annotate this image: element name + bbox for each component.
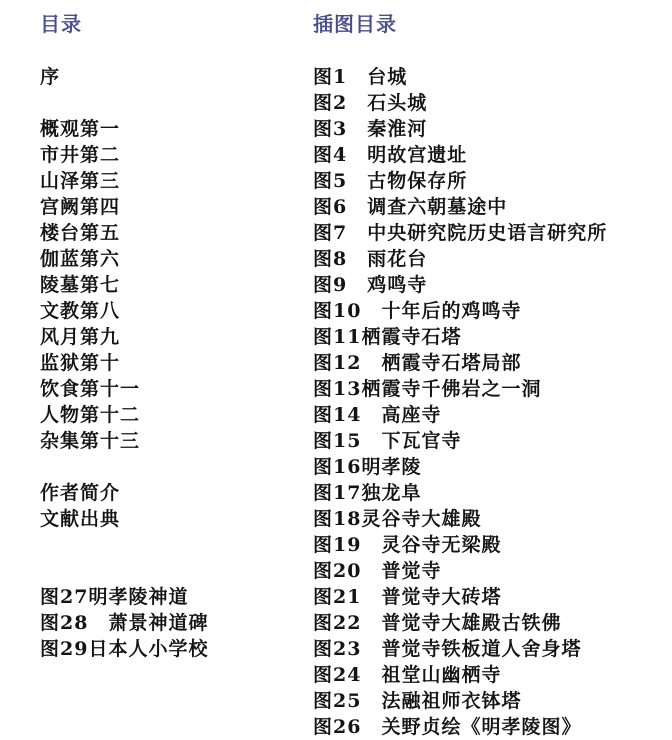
toc-item-figure-28[interactable]: 图28 萧景神道碑 xyxy=(40,612,209,634)
toc-item-preface[interactable]: 序 xyxy=(40,66,61,88)
figure-item-11[interactable]: 图11栖霞寺石塔 xyxy=(313,326,462,348)
toc-item-chapter-3[interactable]: 山泽第三 xyxy=(40,170,121,192)
figure-item-12[interactable]: 图12 栖霞寺石塔局部 xyxy=(313,352,522,374)
figure-item-10[interactable]: 图10 十年后的鸡鸣寺 xyxy=(313,300,522,322)
toc-item-chapter-10[interactable]: 监狱第十 xyxy=(40,352,121,374)
figure-item-16[interactable]: 图16明孝陵 xyxy=(313,456,422,478)
toc-list xyxy=(40,0,300,740)
figure-item-4[interactable]: 图4 明故宫遗址 xyxy=(313,144,468,166)
toc-item-chapter-1[interactable]: 概观第一 xyxy=(40,118,121,140)
figure-item-25[interactable]: 图25 法融祖师衣钵塔 xyxy=(313,690,522,712)
figure-item-26[interactable]: 图26 关野贞绘《明孝陵图》 xyxy=(313,716,582,738)
figure-item-6[interactable]: 图6 调查六朝墓途中 xyxy=(313,196,508,218)
toc-item-chapter-12[interactable]: 人物第十二 xyxy=(40,404,141,426)
toc-item-figure-27[interactable]: 图27明孝陵神道 xyxy=(40,586,189,608)
figure-item-24[interactable]: 图24 祖堂山幽栖寺 xyxy=(313,664,502,686)
figure-item-20[interactable]: 图20 普觉寺 xyxy=(313,560,442,582)
toc-item-chapter-9[interactable]: 风月第九 xyxy=(40,326,121,348)
toc-heading: 目录 xyxy=(40,12,82,36)
toc-item-chapter-11[interactable]: 饮食第十一 xyxy=(40,378,141,400)
toc-item-figure-29[interactable]: 图29日本人小学校 xyxy=(40,638,209,660)
figure-item-22[interactable]: 图22 普觉寺大雄殿古铁佛 xyxy=(313,612,562,634)
figure-item-18[interactable]: 图18灵谷寺大雄殿 xyxy=(313,508,482,530)
figure-item-23[interactable]: 图23 普觉寺铁板道人舍身塔 xyxy=(313,638,582,660)
figure-item-9[interactable]: 图9 鸡鸣寺 xyxy=(313,274,428,296)
toc-item-sources[interactable]: 文献出典 xyxy=(40,508,121,530)
figure-item-21[interactable]: 图21 普觉寺大砖塔 xyxy=(313,586,502,608)
toc-item-author[interactable]: 作者简介 xyxy=(40,482,121,504)
figure-item-14[interactable]: 图14 高座寺 xyxy=(313,404,442,426)
figure-item-19[interactable]: 图19 灵谷寺无梁殿 xyxy=(313,534,502,556)
figure-item-13[interactable]: 图13栖霞寺千佛岩之一洞 xyxy=(313,378,542,400)
toc-item-chapter-2[interactable]: 市井第二 xyxy=(40,144,121,166)
toc-item-chapter-8[interactable]: 文教第八 xyxy=(40,300,121,322)
toc-item-chapter-7[interactable]: 陵墓第七 xyxy=(40,274,121,296)
figures-heading: 插图目录 xyxy=(313,12,397,36)
figure-item-3[interactable]: 图3 秦淮河 xyxy=(313,118,428,140)
figures-list xyxy=(313,0,668,740)
toc-item-chapter-5[interactable]: 楼台第五 xyxy=(40,222,121,244)
toc-item-chapter-6[interactable]: 伽蓝第六 xyxy=(40,248,121,270)
figure-item-2[interactable]: 图2 石头城 xyxy=(313,92,428,114)
figure-item-8[interactable]: 图8 雨花台 xyxy=(313,248,428,270)
toc-item-chapter-4[interactable]: 宫阙第四 xyxy=(40,196,121,218)
figure-item-15[interactable]: 图15 下瓦官寺 xyxy=(313,430,462,452)
toc-item-chapter-13[interactable]: 杂集第十三 xyxy=(40,430,141,452)
figure-item-7[interactable]: 图7 中央研究院历史语言研究所 xyxy=(313,222,608,244)
figure-item-17[interactable]: 图17独龙阜 xyxy=(313,482,422,504)
figure-item-1[interactable]: 图1 台城 xyxy=(313,66,408,88)
figure-item-5[interactable]: 图5 古物保存所 xyxy=(313,170,468,192)
